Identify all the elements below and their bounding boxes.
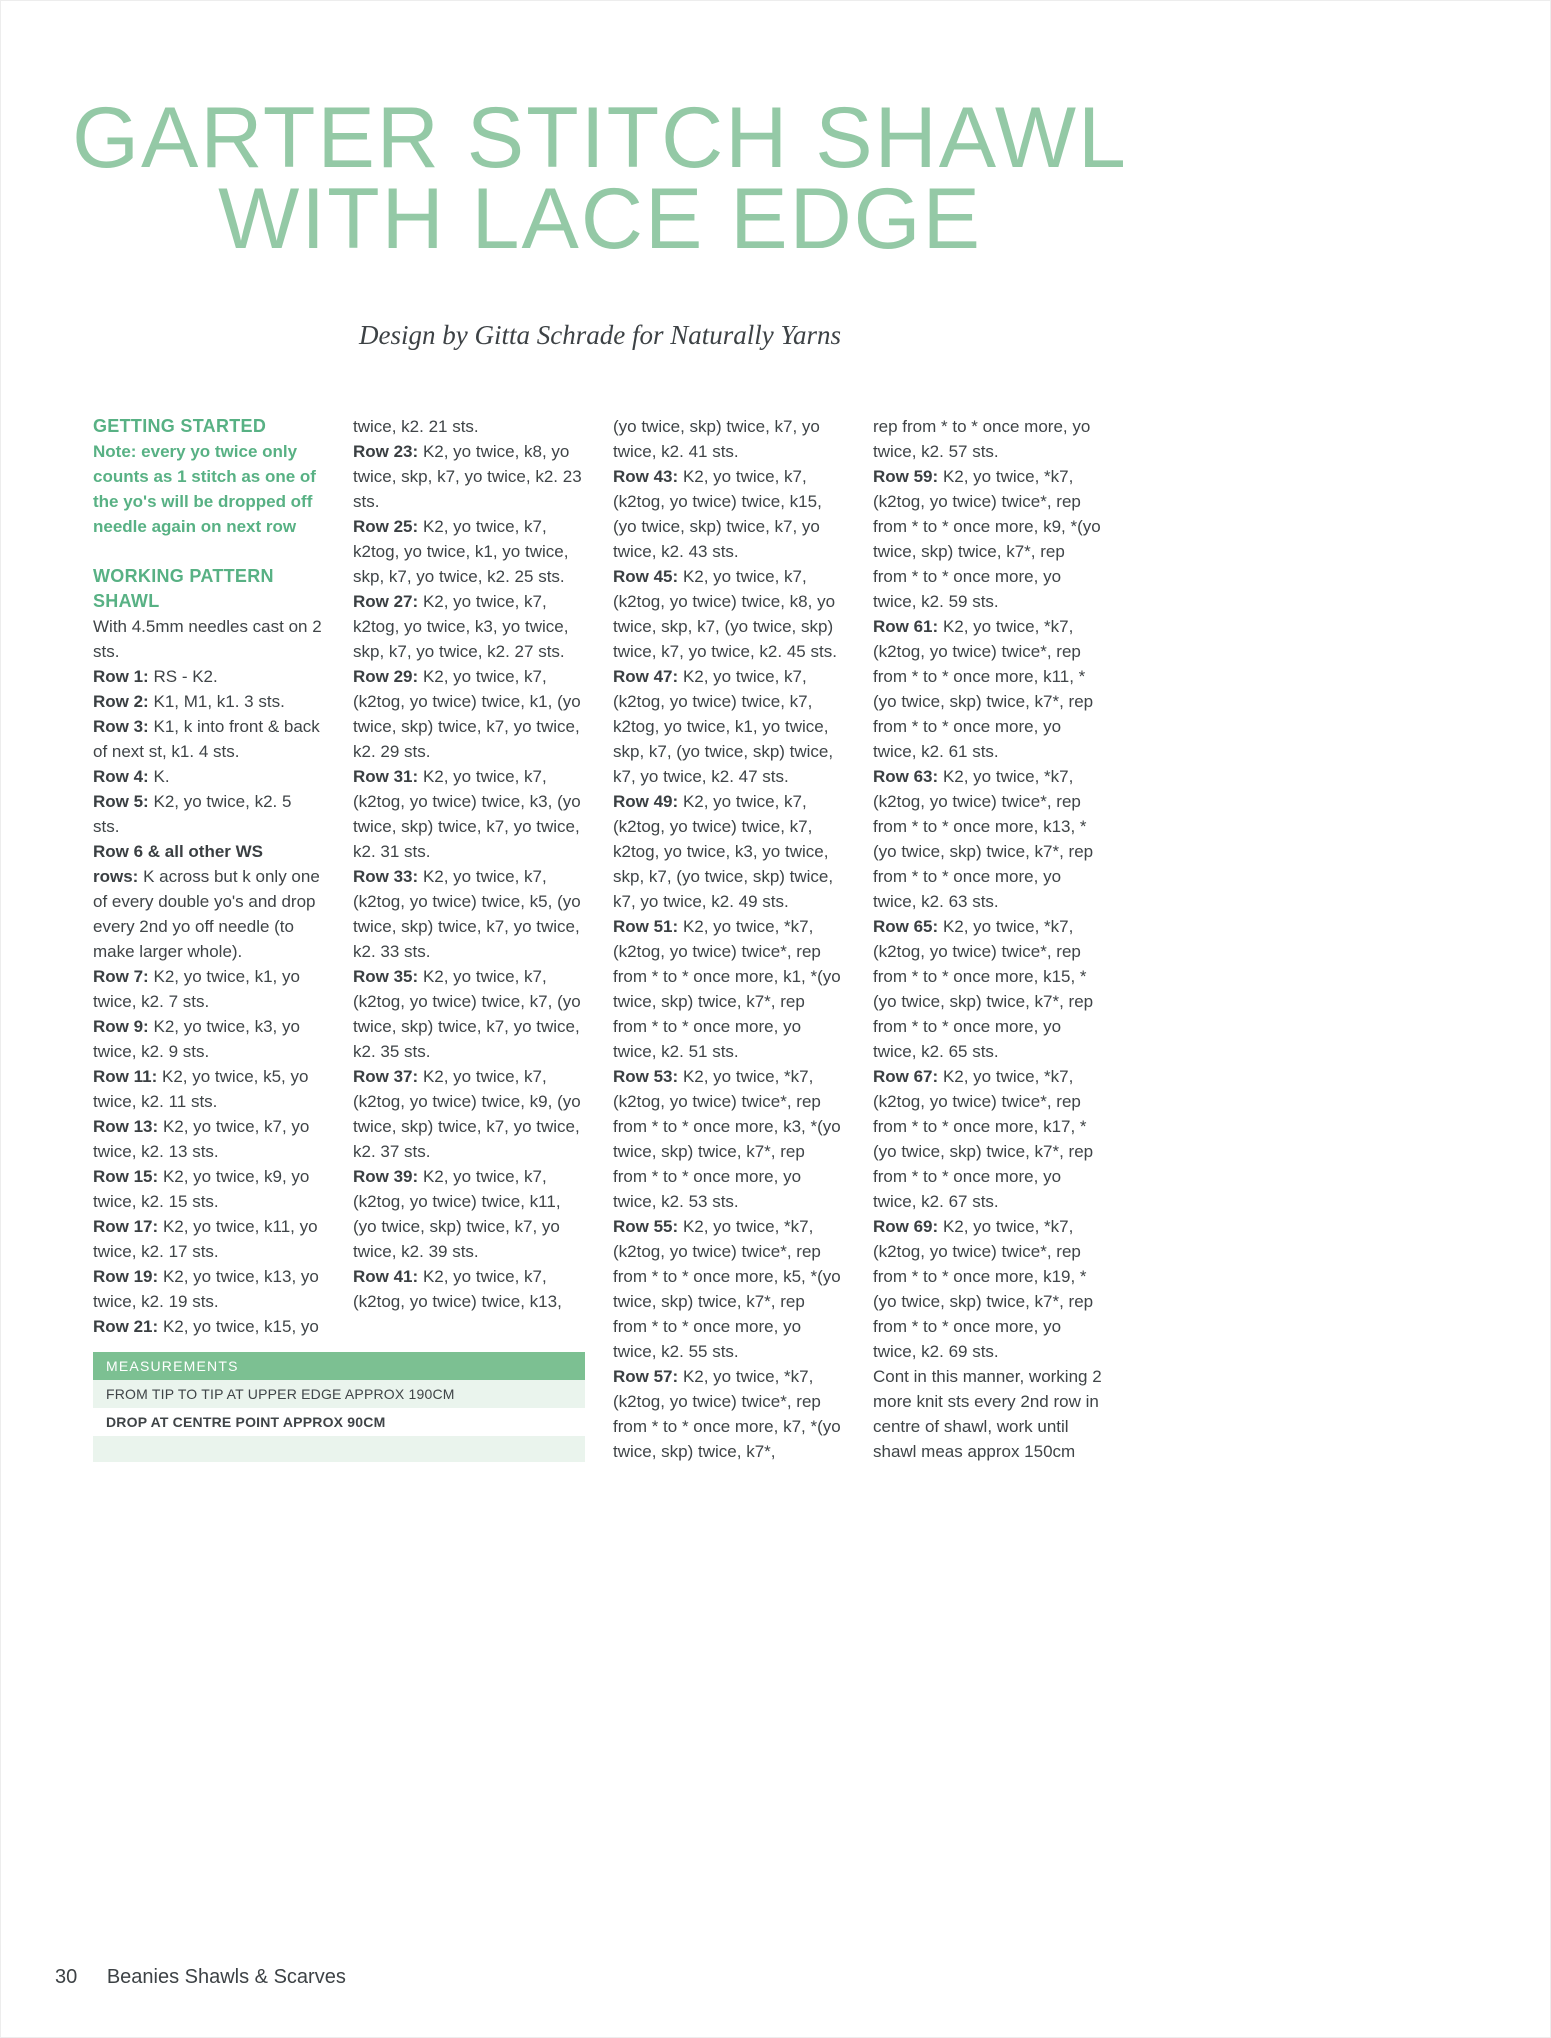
row-label: Row 49: <box>613 792 679 811</box>
row-text: K2, yo twice, *k7, (k2tog, yo twice) twice*, rep from * to * once more, k1, *(yo twice, skp) twice, k7*, rep from * to * once more, yo twice, k2. 51 sts. <box>613 917 841 1061</box>
row-text: K2, yo twice, k7, (k2tog, yo twice) twice, k13, <box>353 1267 562 1311</box>
row-text: K2, yo twice, k7, (k2tog, yo twice) twice, k9, (yo twice, skp) twice, k7, yo twice, k2. 37 sts. <box>353 1067 581 1161</box>
row-label: Row 51: <box>613 917 679 936</box>
book-title: Beanies Shawls & Scarves <box>106 1966 346 1988</box>
row-text: K1, k into front & back of next st, k1. 4 sts. <box>93 717 320 761</box>
row-text: K2, yo twice, k7, (k2tog, yo twice) twice, k15, (yo twice, skp) twice, k7, yo twice, k2. 43 sts. <box>613 467 822 561</box>
row-label: Row 1: <box>93 667 149 686</box>
row-text: rep from * to * once more, yo twice, k2. 57 sts. <box>873 417 1091 461</box>
row-label: Row 19: <box>93 1267 159 1286</box>
row-text: With 4.5mm needles cast on 2 sts. <box>93 617 322 661</box>
row-label: Row 59: <box>873 467 939 486</box>
row-label: Row 13: <box>93 1117 159 1136</box>
pattern-row <box>353 439 582 514</box>
row-label: Row 45: <box>613 567 679 586</box>
row-text: K2, yo twice, k7, (k2tog, yo twice) twice, k1, (yo twice, skp) twice, k7, yo twice, k2. 29 sts. <box>353 667 581 761</box>
pattern-row <box>93 1314 322 1339</box>
pattern-paragraph <box>613 414 842 464</box>
pattern-paragraph <box>873 414 1102 464</box>
row-label: Row 35: <box>353 967 419 986</box>
pattern-paragraph <box>353 414 582 439</box>
pattern-row <box>613 464 842 564</box>
row-text: K2, yo twice, *k7, (k2tog, yo twice) twice*, rep from * to * once more, k15, *(yo twice, skp) twice, k7*, rep from * to * once more, yo twice, k2. 65 sts. <box>873 917 1094 1061</box>
row-text: K2, yo twice, k11, yo twice, k2. 17 sts. <box>93 1217 318 1261</box>
row-label: Row 39: <box>353 1167 419 1186</box>
pattern-row <box>93 789 322 839</box>
row-text: K2, yo twice, *k7, (k2tog, yo twice) twice*, rep from * to * once more, k3, *(yo twice, skp) twice, k7*, rep from * to * once more, yo twice, k2. 53 sts. <box>613 1067 841 1211</box>
page-footer <box>55 1966 346 1989</box>
pattern-row <box>873 464 1102 614</box>
row-label: Row 6 & all other WS rows: <box>93 842 264 886</box>
row-label: Row 27: <box>353 592 419 611</box>
pattern-row <box>353 589 582 664</box>
row-text: K2, yo twice, k7, (k2tog, yo twice) twice, k8, yo twice, skp, k7, (yo twice, skp) twice, k7, yo twice, k2. 45 sts. <box>613 567 837 661</box>
pattern-row <box>613 789 842 914</box>
row-text: K. <box>153 767 170 786</box>
measurement-row: FROM TIP TO TIP AT UPPER EDGE APPROX 190CM <box>93 1380 585 1408</box>
row-label: Row 5: <box>93 792 149 811</box>
row-label: Row 57: <box>613 1367 679 1386</box>
row-label: Row 3: <box>93 717 149 736</box>
row-text: K2, yo twice, k9, yo twice, k2. 15 sts. <box>93 1167 310 1211</box>
row-text: K2, yo twice, k5, yo twice, k2. 11 sts. <box>93 1067 309 1111</box>
pattern-row <box>93 1114 322 1164</box>
row-text: K2, yo twice, k7, (k2tog, yo twice) twice, k5, (yo twice, skp) twice, k7, yo twice, k2. 33 sts. <box>353 867 581 961</box>
row-text: K2, yo twice, k2. 5 sts. <box>93 792 292 836</box>
pattern-columns <box>93 414 1102 1464</box>
pattern-row <box>353 864 582 964</box>
pattern-row <box>353 964 582 1064</box>
row-label: Row 2: <box>93 692 149 711</box>
measurements-rows <box>93 1380 585 1436</box>
row-text: K2, yo twice, k7, (k2tog, yo twice) twice, k7, (yo twice, skp) twice, k7, yo twice, k2. 35 sts. <box>353 967 581 1061</box>
row-text: K2, yo twice, *k7, (k2tog, yo twice) twice*, rep from * to * once more, k19, *(yo twice, skp) twice, k7*, rep from * to * once more, yo twice, k2. 69 sts. <box>873 1217 1094 1361</box>
row-text: K2, yo twice, k7, yo twice, k2. 13 sts. <box>93 1117 310 1161</box>
row-label: Row 53: <box>613 1067 679 1086</box>
row-label: Row 41: <box>353 1267 419 1286</box>
pattern-row <box>873 1214 1102 1364</box>
page-title <box>70 90 1130 267</box>
pattern-row <box>613 564 842 664</box>
row-text: K2, yo twice, k7, (k2tog, yo twice) twice, k11, (yo twice, skp) twice, k7, yo twice, k2. 39 sts. <box>353 1167 561 1261</box>
pattern-row <box>353 1064 582 1164</box>
row-text: K2, yo twice, *k7, (k2tog, yo twice) twice*, rep from * to * once more, k11, *(yo twice, skp) twice, k7*, rep from * to * once more, yo twice, k2. 61 sts. <box>873 617 1094 761</box>
row-label: Row 21: <box>93 1317 159 1336</box>
pattern-row <box>873 1064 1102 1214</box>
row-label: Row 65: <box>873 917 939 936</box>
page-number: 30 <box>55 1966 78 1988</box>
row-label: Row 61: <box>873 617 939 636</box>
measurement-row: DROP AT CENTRE POINT APPROX 90CM <box>106 1414 386 1430</box>
row-text: K2, yo twice, k8, yo twice, skp, k7, yo twice, k2. 23 sts. <box>353 442 582 511</box>
row-text: (yo twice, skp) twice, k7, yo twice, k2. 41 sts. <box>613 417 820 461</box>
measurements-empty-row <box>93 1436 585 1462</box>
pattern-row <box>93 1164 322 1214</box>
pattern-row <box>613 1214 842 1364</box>
text-column-2 <box>353 414 582 1464</box>
row-text: Cont in this manner, working 2 more knit sts every 2nd row in centre of shawl, work until shawl meas approx 150cm <box>873 1367 1102 1461</box>
section-heading: WORKING PATTERN SHAWL <box>93 566 274 611</box>
pattern-row <box>353 1264 582 1314</box>
pattern-row <box>353 1164 582 1264</box>
pattern-paragraph <box>873 1364 1102 1464</box>
row-label: Row 15: <box>93 1167 159 1186</box>
row-label: Row 29: <box>353 667 419 686</box>
row-text: K across but k only one of every double yo's and drop every 2nd yo off needle (to make larger whole). <box>93 867 320 961</box>
row-text: K2, yo twice, k7, (k2tog, yo twice) twice, k7, k2tog, yo twice, k1, yo twice, skp, k7, (yo twice, skp) twice, k7, yo twice, k2. 47 sts. <box>613 667 834 786</box>
pattern-row <box>873 914 1102 1064</box>
text-column-4 <box>873 414 1102 1464</box>
section-heading: GETTING STARTED <box>93 416 267 436</box>
row-label: Row 4: <box>93 767 149 786</box>
text-column-1 <box>93 414 322 1464</box>
pattern-row <box>93 1014 322 1064</box>
row-text: K2, yo twice, k7, k2tog, yo twice, k3, yo twice, skp, k7, yo twice, k2. 27 sts. <box>353 592 569 661</box>
row-text: K2, yo twice, k15, yo <box>162 1317 319 1336</box>
pattern-row <box>93 1264 322 1314</box>
row-text: K2, yo twice, k1, yo twice, k2. 7 sts. <box>93 967 300 1011</box>
pattern-row <box>93 689 322 714</box>
row-label: Row 31: <box>353 767 419 786</box>
pattern-row <box>873 764 1102 914</box>
row-text: K2, yo twice, k13, yo twice, k2. 19 sts. <box>93 1267 319 1311</box>
row-label: Row 37: <box>353 1067 419 1086</box>
row-label: Row 11: <box>93 1067 158 1086</box>
pattern-row <box>613 664 842 789</box>
row-label: Row 17: <box>93 1217 159 1236</box>
pattern-row <box>93 714 322 764</box>
row-text: K2, yo twice, k7, k2tog, yo twice, k1, yo twice, skp, k7, yo twice, k2. 25 sts. <box>353 517 569 586</box>
row-text: K2, yo twice, k7, (k2tog, yo twice) twice, k3, (yo twice, skp) twice, k7, yo twice, k2. 31 sts. <box>353 767 581 861</box>
pattern-row <box>353 764 582 864</box>
row-label: Row 63: <box>873 767 939 786</box>
row-text: K2, yo twice, k7, (k2tog, yo twice) twice, k7, k2tog, yo twice, k3, yo twice, skp, k7, (yo twice, skp) twice, k7, yo twice, k2. 49 sts. <box>613 792 834 911</box>
row-label: Row 9: <box>93 1017 149 1036</box>
measurements-header: MEASUREMENTS <box>93 1352 585 1380</box>
row-text: K2, yo twice, *k7, (k2tog, yo twice) twice*, rep from * to * once more, k7, *(yo twice, skp) twice, k7*, <box>613 1367 841 1461</box>
row-text: K2, yo twice, *k7, (k2tog, yo twice) twice*, rep from * to * once more, k5, *(yo twice, skp) twice, k7*, rep from * to * once more, yo twice, k2. 55 sts. <box>613 1217 841 1361</box>
row-label: Row 43: <box>613 467 679 486</box>
pattern-row <box>93 839 322 964</box>
row-text: K2, yo twice, k3, yo twice, k2. 9 sts. <box>93 1017 300 1061</box>
pattern-row <box>613 1064 842 1214</box>
design-credit: Design by Gitta Schrade for Naturally Yarns <box>358 320 842 350</box>
pattern-row <box>613 914 842 1064</box>
row-label: Row 47: <box>613 667 679 686</box>
title-line-1: GARTER STITCH SHAWL <box>72 90 1128 186</box>
row-label: Row 67: <box>873 1067 939 1086</box>
row-label: Row 23: <box>353 442 419 461</box>
pattern-row <box>353 664 582 764</box>
row-text: RS - K2. <box>153 667 218 686</box>
row-label: Row 25: <box>353 517 419 536</box>
note-text: Note: every yo twice only counts as 1 stitch as one of the yo's will be dropped off needle again on next row <box>93 442 316 536</box>
row-text: twice, k2. 21 sts. <box>353 417 479 436</box>
row-label: Row 69: <box>873 1217 939 1236</box>
pattern-row <box>93 964 322 1014</box>
pattern-row <box>873 614 1102 764</box>
row-label: Row 55: <box>613 1217 679 1236</box>
row-text: K1, M1, k1. 3 sts. <box>153 692 285 711</box>
pattern-paragraph <box>93 614 322 664</box>
title-line-2: WITH LACE EDGE <box>218 171 982 267</box>
row-label: Row 7: <box>93 967 149 986</box>
pattern-row <box>93 664 322 689</box>
row-label: Row 33: <box>353 867 419 886</box>
pattern-row <box>353 514 582 589</box>
row-text: K2, yo twice, *k7, (k2tog, yo twice) twice*, rep from * to * once more, k17, *(yo twice, skp) twice, k7*, rep from * to * once more, yo twice, k2. 67 sts. <box>873 1067 1094 1211</box>
pattern-row <box>93 1214 322 1264</box>
row-text: K2, yo twice, *k7, (k2tog, yo twice) twice*, rep from * to * once more, k13, *(yo twice, skp) twice, k7*, rep from * to * once more, yo twice, k2. 63 sts. <box>873 767 1094 911</box>
row-text: K2, yo twice, *k7, (k2tog, yo twice) twice*, rep from * to * once more, k9, *(yo twice, skp) twice, k7*, rep from * to * once more, yo twice, k2. 59 sts. <box>873 467 1101 611</box>
text-column-3 <box>613 414 842 1464</box>
pattern-row <box>613 1364 842 1464</box>
pattern-row <box>93 1064 322 1114</box>
pattern-row <box>93 764 322 789</box>
measurements-table <box>93 1352 585 1462</box>
